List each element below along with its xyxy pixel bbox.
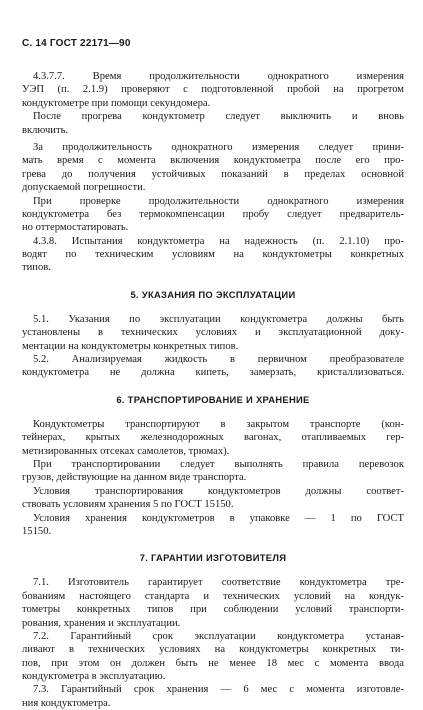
text-line: водят по техническим условиям на кондуктометры конкретных [22,249,404,261]
text-line: бованиям настоящего стандарта и технических условий на кондук- [22,590,404,602]
text-line: За продолжительность однократного измерения следует прини- [33,141,404,153]
text-line: При транспортировании следует выполнять правила перевозок [33,458,404,470]
text-line: Условия транспортирования кондуктометров должны соответ- [33,485,404,497]
text-line: 4.3.7.7. Время продолжительности однократного измерения [33,71,404,82]
text-line: 5.2. Анализируемая жидкость в первичном преобразователе [33,354,404,366]
text-line: типов. [22,262,51,274]
text-line: допускаемой погрешности. [22,182,146,194]
text-line: кондуктометра не должна кипеть, замерзать, кристаллизоваться. [22,367,404,379]
text-line: ментации на кондуктометры конкретных типов. [22,340,239,352]
section-heading: 6. ТРАНСПОРТИРОВАНИЕ И ХРАНЕНИЕ [116,393,310,405]
text-line: ливают в технических условиях на кондуктометры конкретных ти- [22,644,404,656]
text-line: включить. [22,124,69,136]
text-line: ния кондуктометра. [22,697,111,709]
text-line: 7.2. Гарантийный срок эксплуатации кондуктометра устанав- [33,630,404,642]
text-line: грузов, действующие на данном виде транспорта. [22,472,247,484]
text-line: рования, хранения и эксплуатации. [22,617,181,629]
section-heading: 5. УКАЗАНИЯ ПО ЭКСПЛУАТАЦИИ [130,288,296,300]
text-line: но оттермостатировать. [22,222,129,234]
text-line: 7.3. Гарантийный срок хранения — 6 мес с момента изготовле- [33,684,404,696]
text-line: кондуктометра без термокомпенсации пробу следует предваритель- [22,208,404,220]
text-line: 15150. [22,525,52,537]
text-line: грева до получения устойчивых показаний в пределах основной [22,168,404,180]
text-line: кондуктометра в эксплуатацию. [22,671,166,683]
section-heading: 7. ГАРАНТИИ ИЗГОТОВИТЕЛЯ [139,552,287,564]
text-line: установлены в технических условиях и эксплуатационной доку- [22,327,404,339]
text-line: После прогрева кондуктометр следует выключить и вновь [33,111,404,123]
page-content [22,70,404,710]
text-line: тометры конкретных типов при соблюдении условий транспорти- [22,604,404,616]
running-header: С. 14 ГОСТ 22171—90 [22,38,131,49]
text-line: ствовать условиям хранения 5 по ГОСТ 15150. [22,499,234,511]
text-line: 4.3.8. Испытания кондуктометра на надежность (п. 2.1.10) про- [33,235,404,247]
text-line: метизированных отсеках самолетов, трюмах). [22,445,230,457]
text-line: 7.1. Изготовитель гарантирует соответствие кондуктометра тре- [33,577,404,589]
text-line: мать время с момента включения кондуктометра после его про- [22,155,404,167]
text-line: Условия хранения кондуктометров в упаковке — 1 по ГОСТ [33,512,404,524]
text-line: При проверке продолжительности однократного измерения [33,195,404,207]
text-line: 5.1. Указания по эксплуатации кондуктометра должны быть [33,313,404,325]
text-line: УЭП (п. 2.1.9) проверяют с подготовленной пробой на прогретом [22,84,404,96]
text-line: пов, при этом он должен быть не менее 18 мес с момента ввода [22,657,404,669]
text-line: кондуктометре при помощи секундомера. [22,97,211,109]
text-line: тейнерах, крытых железнодорожных вагонах, отапливаемых гер- [22,432,404,444]
text-line: Кондуктометры транспортируют в закрытом транспорте (кон- [33,418,404,430]
